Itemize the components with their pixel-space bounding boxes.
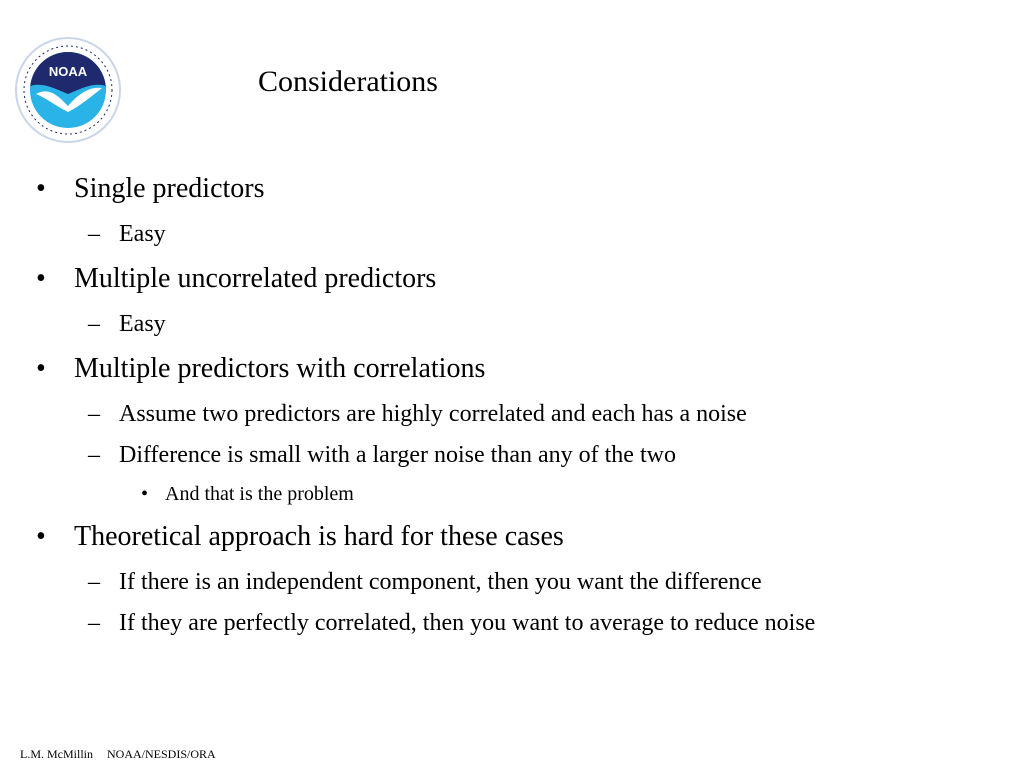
sub-bullet-item [88,608,816,638]
sub-bullet-text: If they are perfectly correlated, then you want to average to reduce noise [119,610,816,636]
dash-marker: – [88,610,100,636]
footer-author: L.M. McMillin [20,747,94,761]
sub-bullet-item [88,399,747,429]
bullet-text: Theoretical approach is hard for these cases [74,521,564,552]
bullet-marker: • [36,353,46,384]
sub-bullet-item [88,309,166,339]
sub-bullet-text: Assume two predictors are highly correlated and each has a noise [119,401,747,427]
sub-sub-bullet-text: And that is the problem [165,483,354,505]
sub-sub-bullet-item [141,481,354,507]
bullet-text: Multiple predictors with correlations [74,353,486,384]
noaa-logo-icon [14,36,122,144]
bullet-marker: • [36,521,46,552]
footer-organization: NOAA/NESDIS/ORA [107,747,216,761]
slide-footer [20,746,216,762]
bullet-marker: • [36,173,46,204]
noaa-wordmark: NOAA [48,64,88,79]
sub-bullet-item [88,440,676,470]
bullet-item [36,172,265,206]
dash-marker: – [88,569,100,595]
bullet-item [36,262,437,296]
bullet-text: Multiple uncorrelated predictors [74,263,437,294]
sub-bullet-text: Difference is small with a larger noise than any of the two [119,442,676,468]
dash-marker: – [88,311,100,337]
dash-marker: – [88,221,100,247]
sub-bullet-text: If there is an independent component, then you want the difference [119,569,762,595]
bullet-marker: • [141,483,149,505]
dash-marker: – [88,401,100,427]
sub-bullet-text: Easy [119,311,166,337]
sub-bullet-item [88,219,166,249]
bullet-text: Single predictors [74,173,265,204]
dash-marker: – [88,442,100,468]
bullet-marker: • [36,263,46,294]
sub-bullet-item [88,567,762,597]
bullet-item [36,520,564,554]
bullet-item [36,352,486,386]
sub-bullet-text: Easy [119,221,166,247]
slide-title: Considerations [258,65,438,98]
